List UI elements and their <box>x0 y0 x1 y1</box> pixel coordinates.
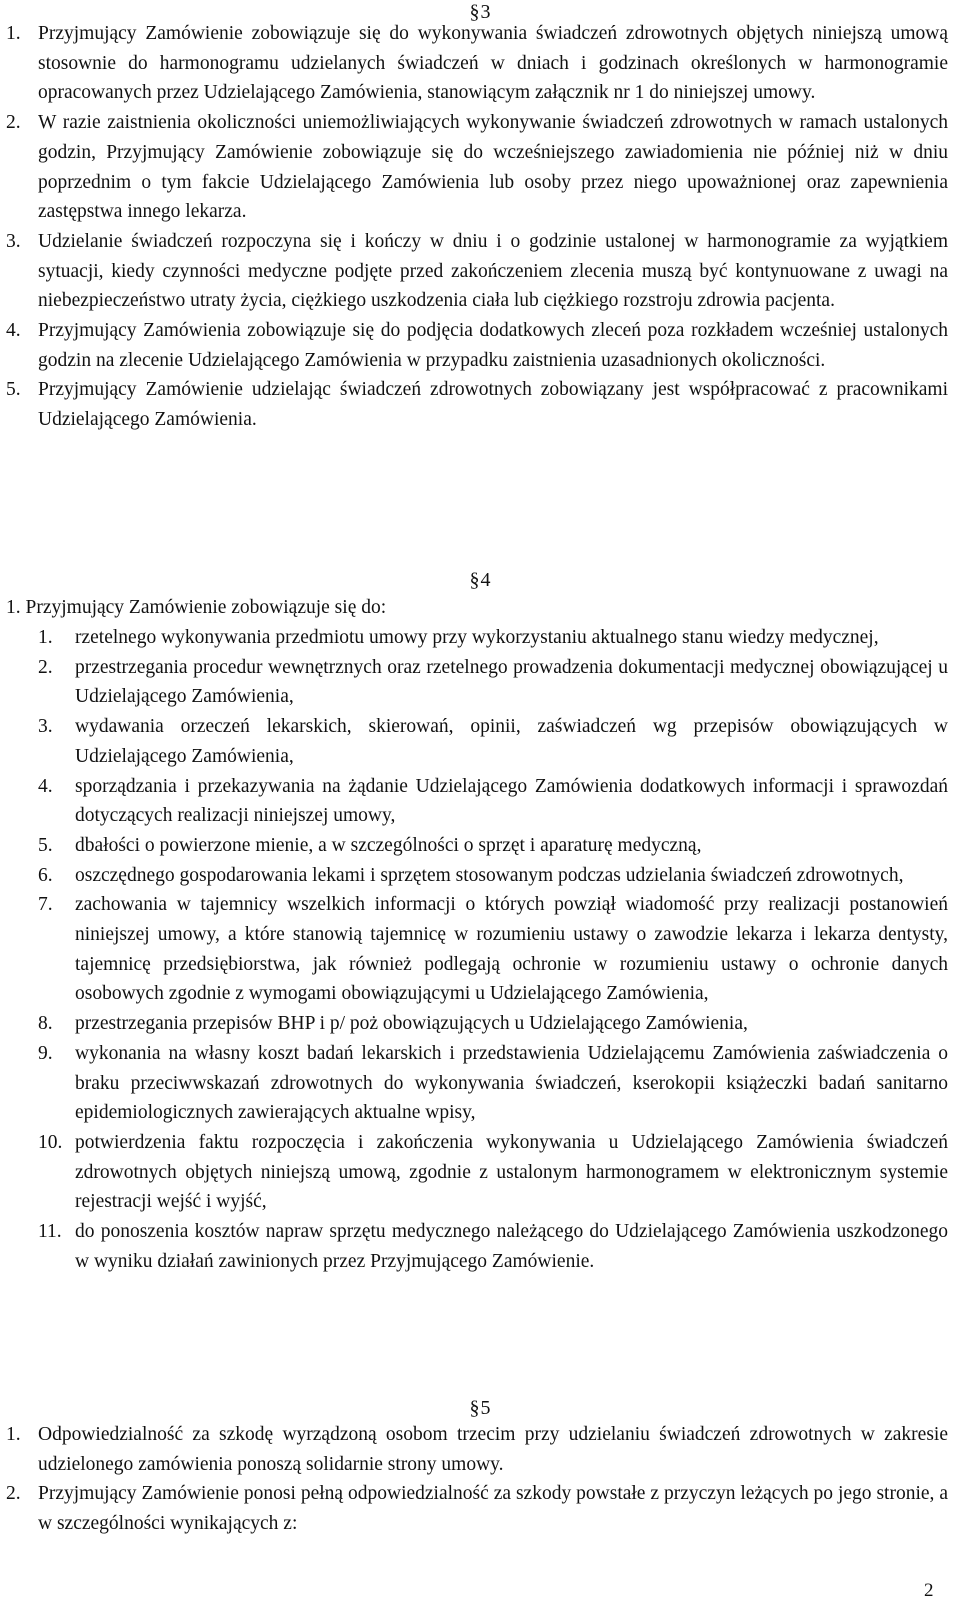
list-item <box>38 1217 948 1276</box>
list-item <box>38 623 948 653</box>
item-text: Przyjmujący Zamówienie ponosi pełną odpowiedzialność za szkody powstałe z przyczyn leżących po jego stronie, a w szczególności wynikających z: <box>38 1483 948 1535</box>
page-number: 2 <box>924 1580 934 1601</box>
section-4-list <box>0 623 960 1276</box>
item-number: 5. <box>6 379 21 401</box>
item-number: 4. <box>38 775 53 797</box>
list-item <box>6 108 948 227</box>
section-number: 5 <box>480 1397 491 1419</box>
section-symbol: § <box>469 569 480 591</box>
list-item <box>6 1479 948 1538</box>
section-symbol: § <box>469 1397 480 1419</box>
list-item <box>38 653 948 712</box>
section-4-heading <box>0 568 960 592</box>
item-number: 10. <box>38 1131 63 1153</box>
item-text: potwierdzenia faktu rozpoczęcia i zakończenia wykonywania u Udzielającego Zamówienia świadczeń zdrowotnych objętych niniejszą umową, zgodnie z ustalonym harmonogramem w elektronicznym systemie rejestracji wejść i wyjść, <box>75 1131 948 1213</box>
item-number: 4. <box>6 320 21 342</box>
item-number: 2. <box>6 112 21 134</box>
section-5-list <box>0 1420 960 1539</box>
item-number: 11. <box>38 1221 62 1243</box>
item-text: Udzielanie świadczeń rozpoczyna się i kończy w dniu i o godzinie ustalonej w harmonogramie za wyjątkiem sytuacji, kiedy czynności medyczne podjęte przed zakończeniem zlecenia muszą być kontynuowane z uwagi na niebezpieczeństwo utraty życia, ciężkiego uszkodzenia ciała lub ciężkiego rozstroju zdrowia pacjenta. <box>38 230 948 312</box>
list-item <box>6 227 948 316</box>
item-number: 7. <box>38 894 53 916</box>
item-number: 2. <box>6 1483 21 1505</box>
list-item <box>38 1039 948 1128</box>
item-number: 1. <box>38 627 53 648</box>
list-item <box>6 19 948 108</box>
item-number: 5. <box>38 834 53 856</box>
list-item <box>38 1128 948 1217</box>
item-text: do ponoszenia kosztów napraw sprzętu medycznego należącego do Udzielającego Zamówienia uszkodzonego w wyniku działań zawinionych przez Przyjmującego Zamówienie. <box>75 1221 948 1272</box>
list-item <box>38 1009 948 1039</box>
list-item <box>38 861 948 891</box>
item-text: wydawania orzeczeń lekarskich, skierowań, opinii, zaświadczeń wg przepisów obowiązujących w Udzielającego Zamówienia, <box>75 716 948 767</box>
section-number: 4 <box>480 569 491 591</box>
list-item <box>6 1420 948 1479</box>
list-item <box>6 316 948 375</box>
list-item <box>38 831 948 861</box>
list-item <box>38 712 948 771</box>
item-text: Przyjmujący Zamówienia zobowiązuje się do podjęcia dodatkowych zleceń poza rozkładem wcześniej ustalonych godzin na zlecenie Udzielającego Zamówienia w przypadku zaistnienia uzasadnionych okoliczności. <box>38 320 948 371</box>
section-4-intro: 1. Przyjmujący Zamówienie zobowiązuje się do: <box>6 597 387 618</box>
item-number: 2. <box>38 656 53 678</box>
item-text: dbałości o powierzone mienie, a w szczególności o sprzęt i aparaturę medyczną, <box>75 834 702 856</box>
item-text: przestrzegania przepisów BHP i p/ poż obowiązujących u Udzielającego Zamówienia, <box>75 1013 748 1035</box>
item-number: 6. <box>38 864 53 886</box>
item-number: 3. <box>38 716 53 738</box>
section-number: 3 <box>480 1 491 23</box>
item-text: Przyjmujący Zamówienie zobowiązuje się do wykonywania świadczeń zdrowotnych objętych niniejszą umową stosownie do harmonogramu udzielanych świadczeń w dniach i godzinach określonych w harmonogramie opracowanych przez Udzielającego Zamówienia, stanowiącym załącznik nr 1 do niniejszej umowy. <box>38 23 948 104</box>
item-text: sporządzania i przekazywania na żądanie Udzielającego Zamówienia dodatkowych informacji i sprawozdań dotyczących realizacji niniejszej umowy, <box>75 775 948 827</box>
list-item <box>6 375 948 434</box>
item-text: Przyjmujący Zamówienie udzielając świadczeń zdrowotnych zobowiązany jest współpracować z pracownikami Udzielającego Zamówienia. <box>38 379 948 431</box>
section-3-list <box>0 19 960 435</box>
item-number: 1. <box>6 23 21 44</box>
item-text: Odpowiedzialność za szkodę wyrządzoną osobom trzecim przy udzielaniu świadczeń zdrowotnych w zakresie udzielonego zamówienia ponoszą solidarnie strony umowy. <box>38 1424 948 1475</box>
list-item <box>38 772 948 831</box>
item-text: W razie zaistnienia okoliczności uniemożliwiających wykonywanie świadczeń zdrowotnych w ramach ustalonych godzin, Przyjmujący Zamówienie zobowiązuje się do wcześniejszego zawiadomienia nie później niż w dniu poprzednim o tym fakcie Udzielającego Zamówienia lub osoby przez niego upoważnionej oraz zapewnienia zastępstwa innego lekarza. <box>38 112 948 223</box>
item-text: wykonania na własny koszt badań lekarskich i przedstawienia Udzielającemu Zamówienia zaświadczenia o braku przeciwwskazań zdrowotnych do wykonywania świadczeń, kserokopii książeczki badań sanitarno epidemiologicznych zawierających aktualne wpisy, <box>75 1042 948 1124</box>
section-5-heading <box>0 1396 960 1420</box>
item-text: zachowania w tajemnicy wszelkich informacji o których powziął wiadomość przy realizacji postanowień niniejszej umowy, a które stanowią tajemnicę w rozumieniu ustawy o zawodzie lekarza i lekarza dentysty, tajemnicę przedsiębiorstwa, jak również podlegają ochronie w rozumieniu ustawy o ochronie danych osobowych zgodnie z wymogami obowiązującymi u Udzielającego Zamówienia, <box>75 894 948 1005</box>
item-text: oszczędnego gospodarowania lekami i sprzętem stosowanym podczas udzielania świadczeń zdrowotnych, <box>75 864 904 886</box>
item-number: 8. <box>38 1013 53 1035</box>
item-number: 3. <box>6 230 21 252</box>
item-number: 9. <box>38 1042 53 1064</box>
item-text: przestrzegania procedur wewnętrznych oraz rzetelnego prowadzenia dokumentacji medycznej obowiązującej u Udzielającego Zamówienia, <box>75 656 948 708</box>
list-item <box>38 890 948 1009</box>
item-text: rzetelnego wykonywania przedmiotu umowy przy wykorzystaniu aktualnego stanu wiedzy medycznej, <box>75 627 879 648</box>
item-number: 1. <box>6 1424 21 1445</box>
section-symbol: § <box>469 1 480 23</box>
